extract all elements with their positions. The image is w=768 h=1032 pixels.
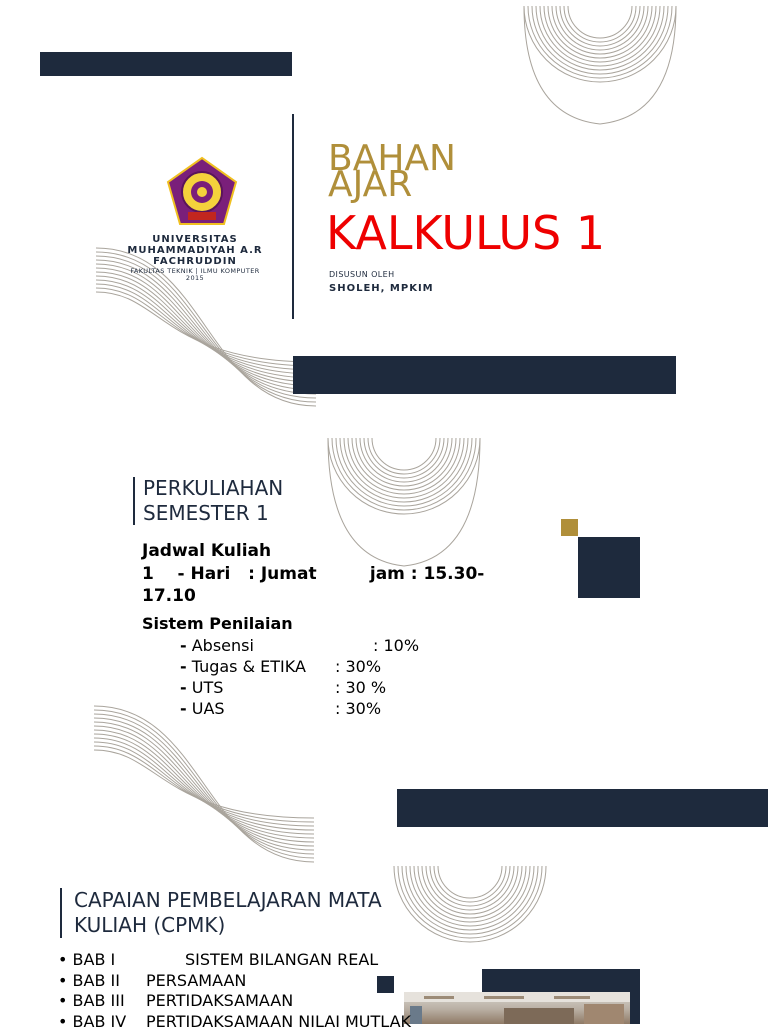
list-item [58, 1012, 146, 1032]
faculty-year: 2015 [112, 275, 278, 282]
grading-value: : 30 % [335, 677, 386, 698]
faculty-name [112, 268, 278, 282]
chapter-topic: PERSAMAAN [146, 971, 246, 992]
navy-square [578, 537, 640, 598]
schedule-line-continued: 17.10 [142, 585, 196, 607]
grading-label: UAS [192, 699, 225, 718]
list-item [58, 971, 146, 992]
wave-decoration-slide2 [94, 702, 316, 866]
slide2-bottom-navy-bar [397, 789, 768, 827]
chapter-label: • BAB I [58, 950, 146, 971]
slide2-title-bar [133, 477, 135, 525]
author-name: SHOLEH, MPKIM [329, 283, 434, 294]
prepared-by-label: DISUSUN OLEH [329, 270, 395, 279]
slide3-title-bar [60, 888, 62, 938]
grading-label: UTS [192, 678, 224, 697]
grading-label: Tugas & ETIKA [192, 657, 306, 676]
chapter-topic: PERTIDAKSAMAAN NILAI MUTLAK [146, 1012, 411, 1032]
list-item [58, 991, 146, 1012]
grading-row [180, 677, 223, 698]
university-name: UNIVERSITAS MUHAMMADIYAH A.R FACHRUDDIN [112, 234, 278, 267]
title-kalkulus: KALKULUS 1 [326, 206, 605, 260]
grading-dash: - [180, 699, 187, 718]
chapter-label: • BAB IV [58, 1012, 146, 1032]
slide2-title: PERKULIAHAN SEMESTER 1 [143, 476, 343, 526]
chapter-topic: SISTEM BILANGAN REAL [185, 950, 378, 971]
faculty-label: FAKULTAS TEKNIK | ILMU KOMPUTER [112, 268, 278, 275]
cpmk-list [58, 950, 146, 1032]
grading-row [180, 635, 254, 656]
grading-label: Absensi [192, 636, 254, 655]
grading-dash: - [180, 678, 187, 697]
chapter-label: • BAB III [58, 991, 146, 1012]
university-logo [166, 156, 238, 226]
chapter-topic: PERTIDAKSAMAAN [146, 991, 293, 1012]
arc-decoration-slide3 [392, 866, 548, 966]
title-bahan-ajar: BAHAN AJAR [328, 146, 528, 198]
grading-value: : 30% [335, 698, 381, 719]
grading-value: : 30% [335, 656, 381, 677]
slide1-divider [292, 114, 294, 319]
grading-dash: - [180, 657, 187, 676]
grading-row [180, 656, 306, 677]
arc-decoration-top-right [520, 6, 680, 126]
slide3-title: CAPAIAN PEMBELAJARAN MATA KULIAH (CPMK) [74, 888, 394, 938]
schedule-line: 1 - Hari : Jumat jam : 15.30- [142, 563, 484, 585]
grading-heading: Sistem Penilaian [142, 614, 293, 634]
chapter-label: • BAB II [58, 971, 146, 992]
small-navy-square [377, 976, 394, 993]
grading-dash: - [180, 636, 187, 655]
gold-square [561, 519, 578, 536]
photo-detail [404, 992, 630, 1024]
list-item [58, 950, 146, 971]
grading-value: : 10% [373, 635, 419, 656]
bottom-navy-bar [293, 356, 676, 394]
arc-decoration-slide2 [326, 438, 482, 568]
classroom-photo [404, 992, 630, 1024]
schedule-heading: Jadwal Kuliah [142, 540, 271, 562]
top-navy-bar [40, 52, 292, 76]
